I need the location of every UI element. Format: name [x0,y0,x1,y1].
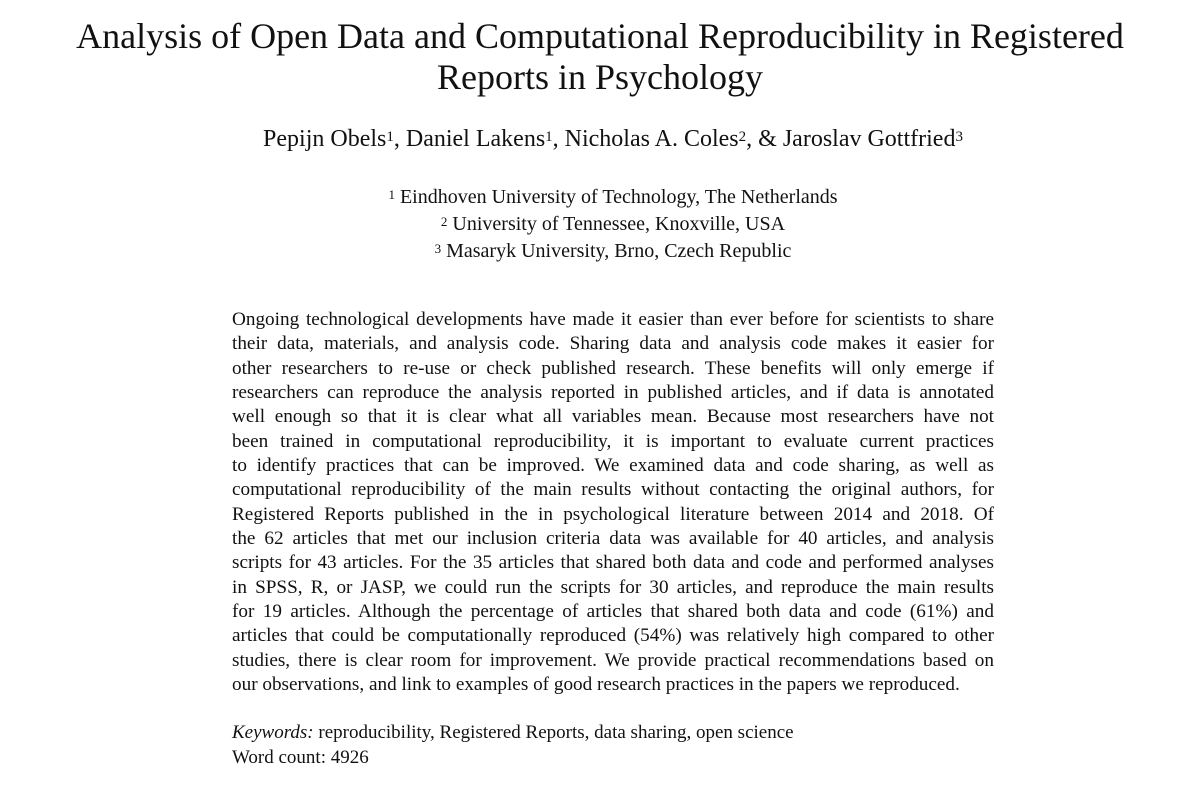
abstract-line: in SPSS, R, or JASP, we could run the scripts for 30 articles, and reproduce the main results [232,576,994,598]
keywords-label: Keywords: [232,722,314,743]
affiliation-number: 3 [434,241,442,256]
author-separator: , [393,126,406,152]
author-affiliation-mark: 3 [955,129,963,145]
author-name: Nicholas A. Coles [564,126,739,152]
abstract-line: studies, there is clear room for improvement. We provide practical recommendations based on [232,649,994,671]
author-name: Pepijn Obels [263,126,387,152]
author-affiliation-mark: 2 [738,129,747,145]
abstract-line: Ongoing technological developments have made it easier than ever before for scientists to share [232,309,994,330]
affiliation-number: 2 [440,214,448,229]
title-line-1: Analysis of Open Data and Computational Reproducibility in Registered [76,16,1124,56]
author-separator: , [552,126,565,152]
abstract-line: scripts for 43 articles. For the 35 articles that shared both data and code and performed analyses [232,552,994,574]
title-line-2: Reports in Psychology [436,57,763,97]
abstract-line: been trained in computational reproducibility, it is important to evaluate current practices [232,430,994,452]
author-affiliation-mark: 1 [386,129,394,145]
abstract-line: the 62 articles that met our inclusion criteria data was available for 40 articles, and analysis [232,528,994,550]
paper-title [0,16,1200,98]
author [263,126,406,152]
author-name: Jaroslav Gottfried [782,126,956,152]
author-separator: , & [746,126,783,152]
abstract-line: to identify practices that can be improved. We examined data and code sharing, as well as [232,455,994,477]
author-affiliation-mark: 1 [545,129,553,145]
affiliation-text: University of Tennessee, Knoxville, USA [452,213,786,235]
abstract-line: Registered Reports published in the in psychological literature between 2014 and 2018. Of [232,503,994,525]
affiliation [0,238,1200,265]
affiliation-list [0,184,1200,265]
abstract-line: researchers can reproduce the analysis reported in published articles, and if data is annotated [232,382,994,404]
affiliation [0,211,1200,238]
keywords [232,720,794,745]
keywords-text: reproducibility, Registered Reports, data sharing, open science [313,722,794,743]
abstract-line: for 19 articles. Although the percentage of articles that shared both data and code (61%) and [232,601,994,623]
author [565,126,783,152]
abstract-line: well enough so that it is clear what all variables mean. Because most researchers have not [232,406,994,428]
affiliation-text: Masaryk University, Brno, Czech Republic [446,240,792,262]
affiliation [0,184,1200,211]
abstract-line: computational reproducibility of the main results without contacting the original authors, for [232,479,994,501]
author-list [0,124,1200,154]
author [406,126,565,152]
abstract [232,308,994,698]
abstract-line: their data, materials, and analysis code. Sharing data and analysis code makes it easier for [232,333,994,355]
abstract-line: our observations, and link to examples of good research practices in the papers we reproduced. [232,674,960,696]
author-name: Daniel Lakens [405,126,546,152]
word-count: Word count: 4926 [232,747,369,768]
abstract-line: other researchers to re-use or check published research. These benefits will only emerge if [232,357,994,379]
abstract-line: articles that could be computationally reproduced (54%) was relatively high compared to other [232,625,994,647]
affiliation-text: Eindhoven University of Technology, The Netherlands [399,186,838,208]
affiliation-number: 1 [388,187,395,202]
author [783,126,963,152]
